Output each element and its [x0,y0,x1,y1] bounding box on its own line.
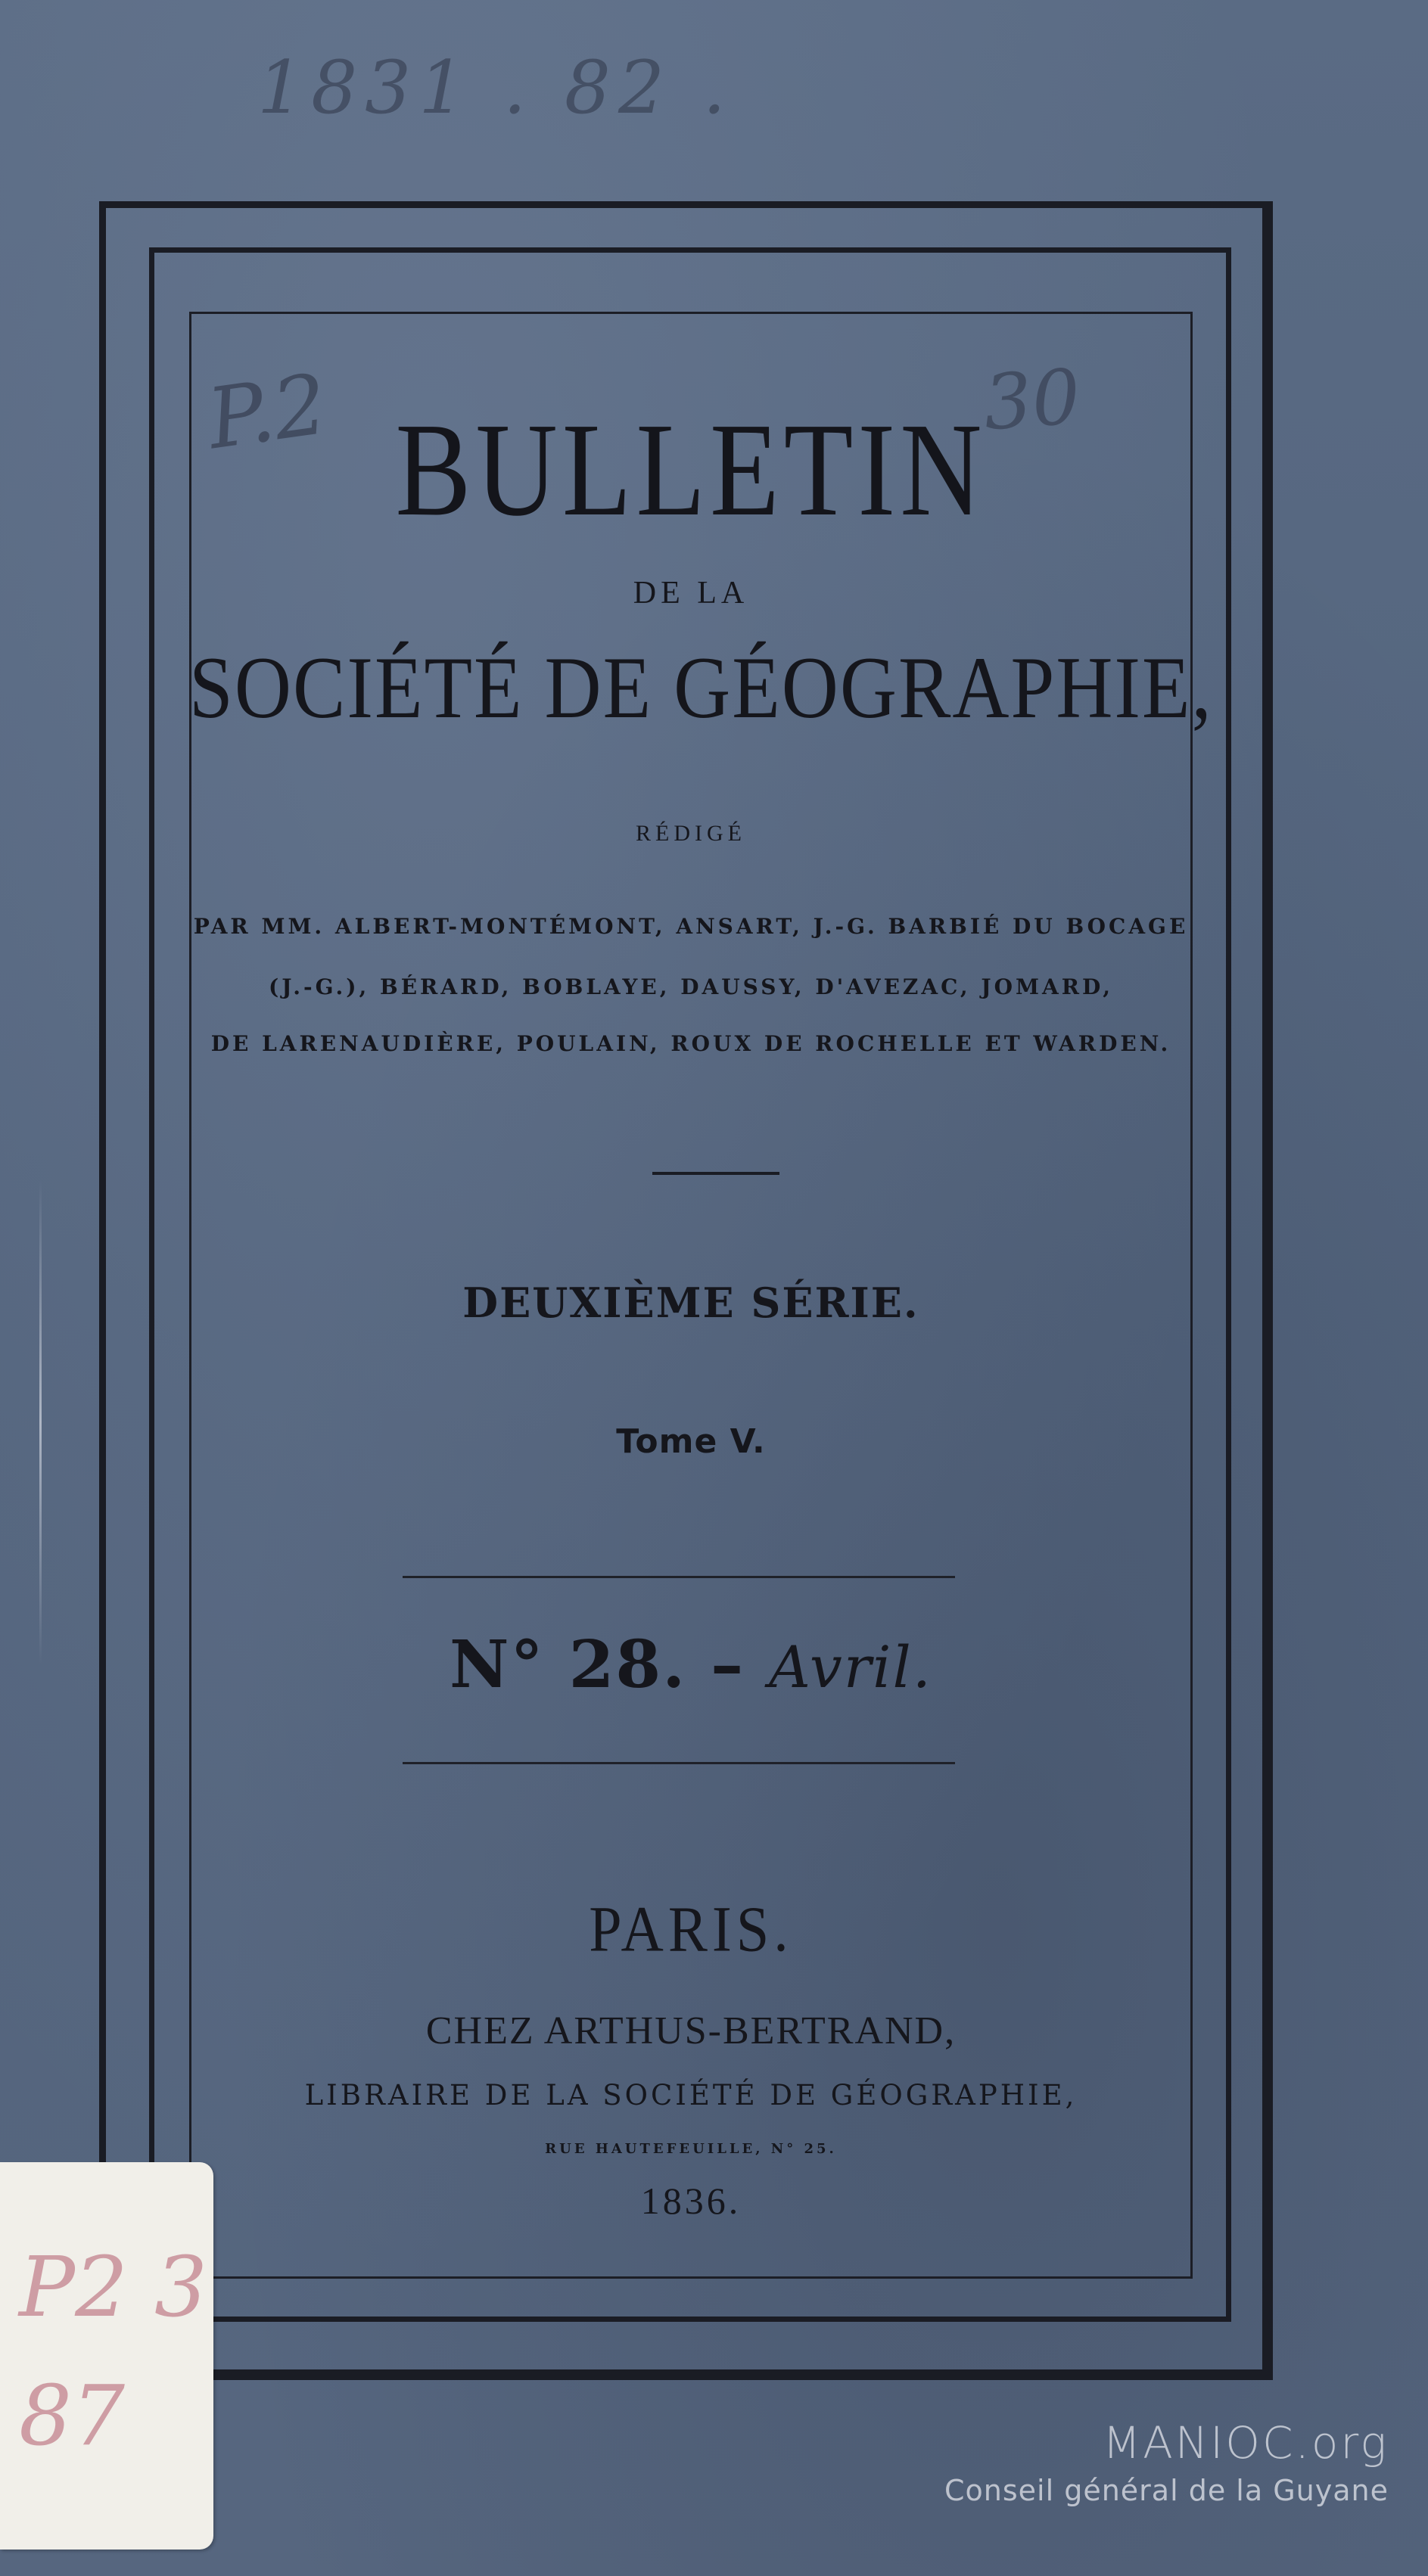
redige-label: RÉDIGÉ [636,821,746,846]
handwritten-note-left: P.2 [201,355,333,468]
publisher-role: LIBRAIRE DE LA SOCIÉTÉ DE GÉOGRAPHIE, [304,2079,1078,2111]
manioc-subtitle: Conseil général de la Guyane [944,2474,1389,2507]
issue-month: Avril. [769,1633,932,1701]
bulletin-title: BULLETIN [395,396,987,544]
library-label [0,2162,213,2550]
handwritten-note-top: 1831 . 82 . [257,45,734,130]
publisher-address: RUE HAUTEFEUILLE, N° 25. [545,2141,837,2157]
publisher-name: CHEZ ARTHUS-BERTRAND, [425,2009,957,2052]
publication-city: PARIS. [589,1892,793,1965]
divider-bottom [403,1762,955,1764]
authors-line: (J.-G.), BÉRARD, BOBLAYE, DAUSSY, D'AVEZAC, JOMARD, [268,974,1114,999]
title-connector: DE LA [633,576,749,611]
manioc-logo: MANIOC.org [1103,2417,1389,2469]
authors-line: DE LARENAUDIÈRE, POULAIN, ROUX DE ROCHELLE ET WARDEN. [210,1031,1171,1056]
issue-number [189,1627,1193,1703]
authors-line: PAR MM. ALBERT-MONTÉMONT, ANSART, J.-G. BARBIÉ DU BOCAGE [193,914,1189,939]
handwritten-note-right: 30 [981,352,1084,448]
cover-crease [39,1180,42,1664]
divider-top [403,1576,955,1578]
volume-label: Tome V. [616,1422,766,1461]
society-name: SOCIÉTÉ DE GÉOGRAPHIE, [189,639,1213,737]
issue-number-text: N° 28. – [450,1627,745,1703]
series-label: DEUXIÈME SÉRIE. [462,1279,919,1327]
library-stamp: P2 3 87 [19,2239,207,2464]
divider-short [652,1172,779,1175]
publication-year: 1836. [640,2180,742,2222]
